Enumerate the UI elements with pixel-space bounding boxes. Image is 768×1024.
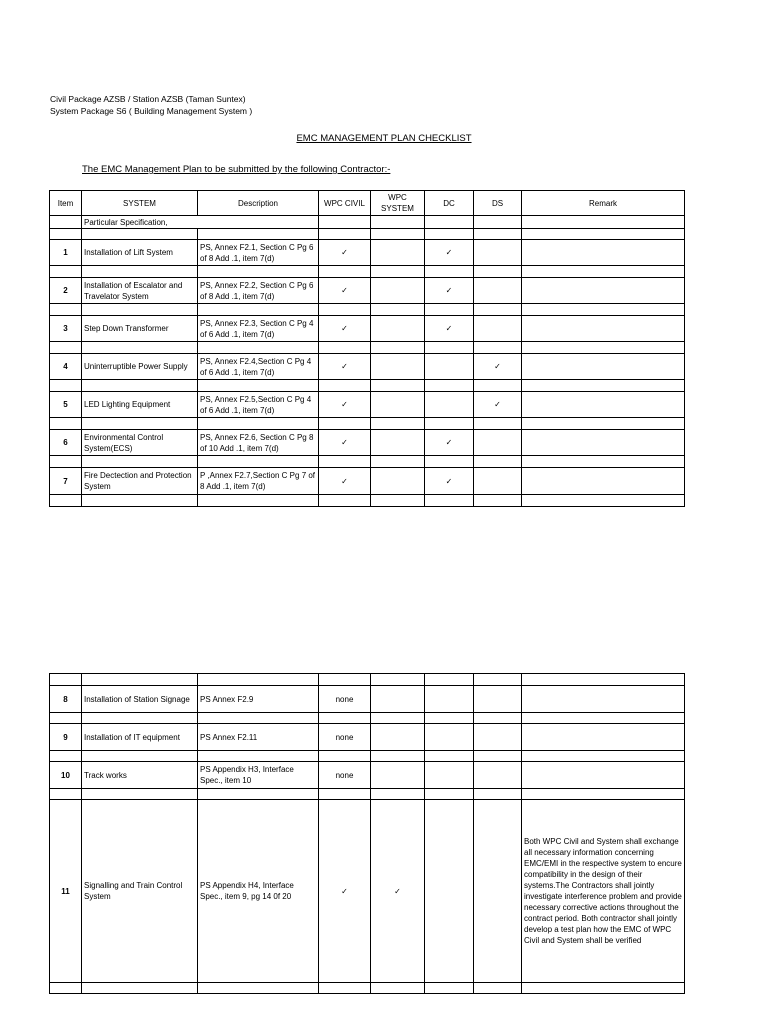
row-remark [522, 354, 685, 380]
contractor-subtitle: The EMC Management Plan to be submitted by the following Contractor:- [82, 164, 391, 175]
row-remark [522, 686, 685, 713]
row-item-number: 3 [50, 316, 82, 342]
row-system: Signalling and Train Control System [82, 800, 198, 983]
checklist-table-2 [49, 673, 685, 994]
row-item-number: 10 [50, 762, 82, 789]
row-ds [474, 430, 522, 456]
row-remark [522, 762, 685, 789]
row-remark [522, 240, 685, 266]
row-wpc-civil: ✓ [319, 240, 371, 266]
row-description: PS, Annex F2.6, Section C Pg 8 of 10 Add .1, item 7(d) [198, 430, 319, 456]
row-wpc-system [371, 354, 425, 380]
row-dc [425, 354, 474, 380]
row-dc [425, 800, 474, 983]
row-description: PS Appendix H4, Interface Spec., item 9, pg 14 0f 20 [198, 800, 319, 983]
row-description: PS, Annex F2.4,Section C Pg 4 of 6 Add .1, item 7(d) [198, 354, 319, 380]
table-row [50, 278, 685, 304]
col-header-ds: DS [474, 191, 522, 216]
row-item-number: 2 [50, 278, 82, 304]
row-system: Fire Dectection and Protection System [82, 468, 198, 495]
col-header-item: Item [50, 191, 82, 216]
table-row [50, 762, 685, 789]
row-wpc-system [371, 468, 425, 495]
row-system: Installation of Escalator and Travelator System [82, 278, 198, 304]
col-header-system: SYSTEM [82, 191, 198, 216]
table-row [50, 724, 685, 751]
row-description: PS Annex F2.11 [198, 724, 319, 751]
row-ds [474, 316, 522, 342]
section-label: Particular Specification, [82, 216, 319, 229]
table-row [50, 430, 685, 456]
row-wpc-civil: ✓ [319, 430, 371, 456]
row-wpc-civil: ✓ [319, 316, 371, 342]
spacer-row [50, 713, 685, 724]
row-item-number: 1 [50, 240, 82, 266]
row-description: PS Annex F2.9 [198, 686, 319, 713]
row-dc [425, 392, 474, 418]
row-wpc-civil: none [319, 686, 371, 713]
row-remark [522, 430, 685, 456]
row-ds [474, 278, 522, 304]
row-item-number: 6 [50, 430, 82, 456]
row-dc: ✓ [425, 278, 474, 304]
row-wpc-system [371, 316, 425, 342]
row-ds [474, 240, 522, 266]
row-system: Installation of Lift System [82, 240, 198, 266]
col-header-remark: Remark [522, 191, 685, 216]
row-system: LED Lighting Equipment [82, 392, 198, 418]
table-row [50, 800, 685, 983]
table-row [50, 240, 685, 266]
table-row [50, 468, 685, 495]
row-system: Installation of IT equipment [82, 724, 198, 751]
row-item-number: 4 [50, 354, 82, 380]
row-ds [474, 724, 522, 751]
col-header-wpc-civil: WPC CIVIL [319, 191, 371, 216]
row-description: PS, Annex F2.1, Section C Pg 6 of 8 Add .1, item 7(d) [198, 240, 319, 266]
row-remark [522, 278, 685, 304]
row-item-number: 8 [50, 686, 82, 713]
section-label-row [50, 216, 685, 229]
row-item-number: 11 [50, 800, 82, 983]
row-dc: ✓ [425, 240, 474, 266]
row-item-number: 9 [50, 724, 82, 751]
row-description: PS Appendix H3, Interface Spec., item 10 [198, 762, 319, 789]
spacer-row [50, 342, 685, 354]
spacer-row [50, 456, 685, 468]
spacer-row [50, 304, 685, 316]
row-description: PS, Annex F2.3, Section C Pg 4 of 6 Add .1, item 7(d) [198, 316, 319, 342]
spacer-row [50, 266, 685, 278]
col-header-description: Description [198, 191, 319, 216]
row-wpc-system [371, 278, 425, 304]
spacer-row [50, 751, 685, 762]
row-ds: ✓ [474, 392, 522, 418]
row-wpc-system [371, 762, 425, 789]
row-dc: ✓ [425, 468, 474, 495]
row-item-number: 5 [50, 392, 82, 418]
document-title: EMC MANAGEMENT PLAN CHECKLIST [296, 133, 472, 144]
row-wpc-system [371, 240, 425, 266]
row-ds: ✓ [474, 354, 522, 380]
row-ds [474, 800, 522, 983]
row-dc [425, 724, 474, 751]
table-row [50, 686, 685, 713]
row-wpc-civil: ✓ [319, 354, 371, 380]
row-dc: ✓ [425, 430, 474, 456]
row-item-number: 7 [50, 468, 82, 495]
spacer-row [50, 983, 685, 994]
row-description: PS, Annex F2.5,Section C Pg 4 of 6 Add .1, item 7(d) [198, 392, 319, 418]
row-dc [425, 686, 474, 713]
table-header-row [50, 191, 685, 216]
row-wpc-civil: ✓ [319, 468, 371, 495]
row-description: P ,Annex F2.7,Section C Pg 7 of 8 Add .1, item 7(d) [198, 468, 319, 495]
row-system: Track works [82, 762, 198, 789]
row-wpc-civil: none [319, 724, 371, 751]
spacer-row [50, 380, 685, 392]
row-ds [474, 762, 522, 789]
row-system: Installation of Station Signage [82, 686, 198, 713]
row-dc: ✓ [425, 316, 474, 342]
row-wpc-system [371, 430, 425, 456]
table-row [50, 354, 685, 380]
table-row [50, 316, 685, 342]
row-wpc-civil: none [319, 762, 371, 789]
spacer-row [50, 789, 685, 800]
row-ds [474, 686, 522, 713]
row-remark [522, 316, 685, 342]
row-wpc-civil: ✓ [319, 392, 371, 418]
table-row [50, 392, 685, 418]
col-header-wpc-system: WPC SYSTEM [371, 191, 425, 216]
row-wpc-civil: ✓ [319, 278, 371, 304]
row-system: Environmental Control System(ECS) [82, 430, 198, 456]
row-ds [474, 468, 522, 495]
row-system: Step Down Transformer [82, 316, 198, 342]
col-header-dc: DC [425, 191, 474, 216]
row-remark [522, 724, 685, 751]
row-wpc-system: ✓ [371, 800, 425, 983]
row-wpc-system [371, 686, 425, 713]
row-wpc-civil: ✓ [319, 800, 371, 983]
package-line-system: System Package S6 ( Building Management System ) [50, 106, 253, 116]
row-remark [522, 468, 685, 495]
row-description: PS, Annex F2.2, Section C Pg 6 of 8 Add .1, item 7(d) [198, 278, 319, 304]
row-dc [425, 762, 474, 789]
row-remark: Both WPC Civil and System shall exchange all necessary information concerning EMC/EMI in the respective system to encure compatibility in the design of their systems.The Contractors shall jointly investigate interference problem and provide necessary corrective actions throughout the contract period. Both contractor shall jointly develop a test plan how the EMC of WPC Civil and System shall be verified [522, 800, 685, 983]
spacer-row [50, 495, 685, 507]
package-line-civil: Civil Package AZSB / Station AZSB (Taman Suntex) [50, 94, 246, 104]
checklist-table-1 [49, 190, 685, 507]
row-remark [522, 392, 685, 418]
spacer-row [50, 418, 685, 430]
row-system: Uninterruptible Power Supply [82, 354, 198, 380]
row-wpc-system [371, 392, 425, 418]
row-wpc-system [371, 724, 425, 751]
